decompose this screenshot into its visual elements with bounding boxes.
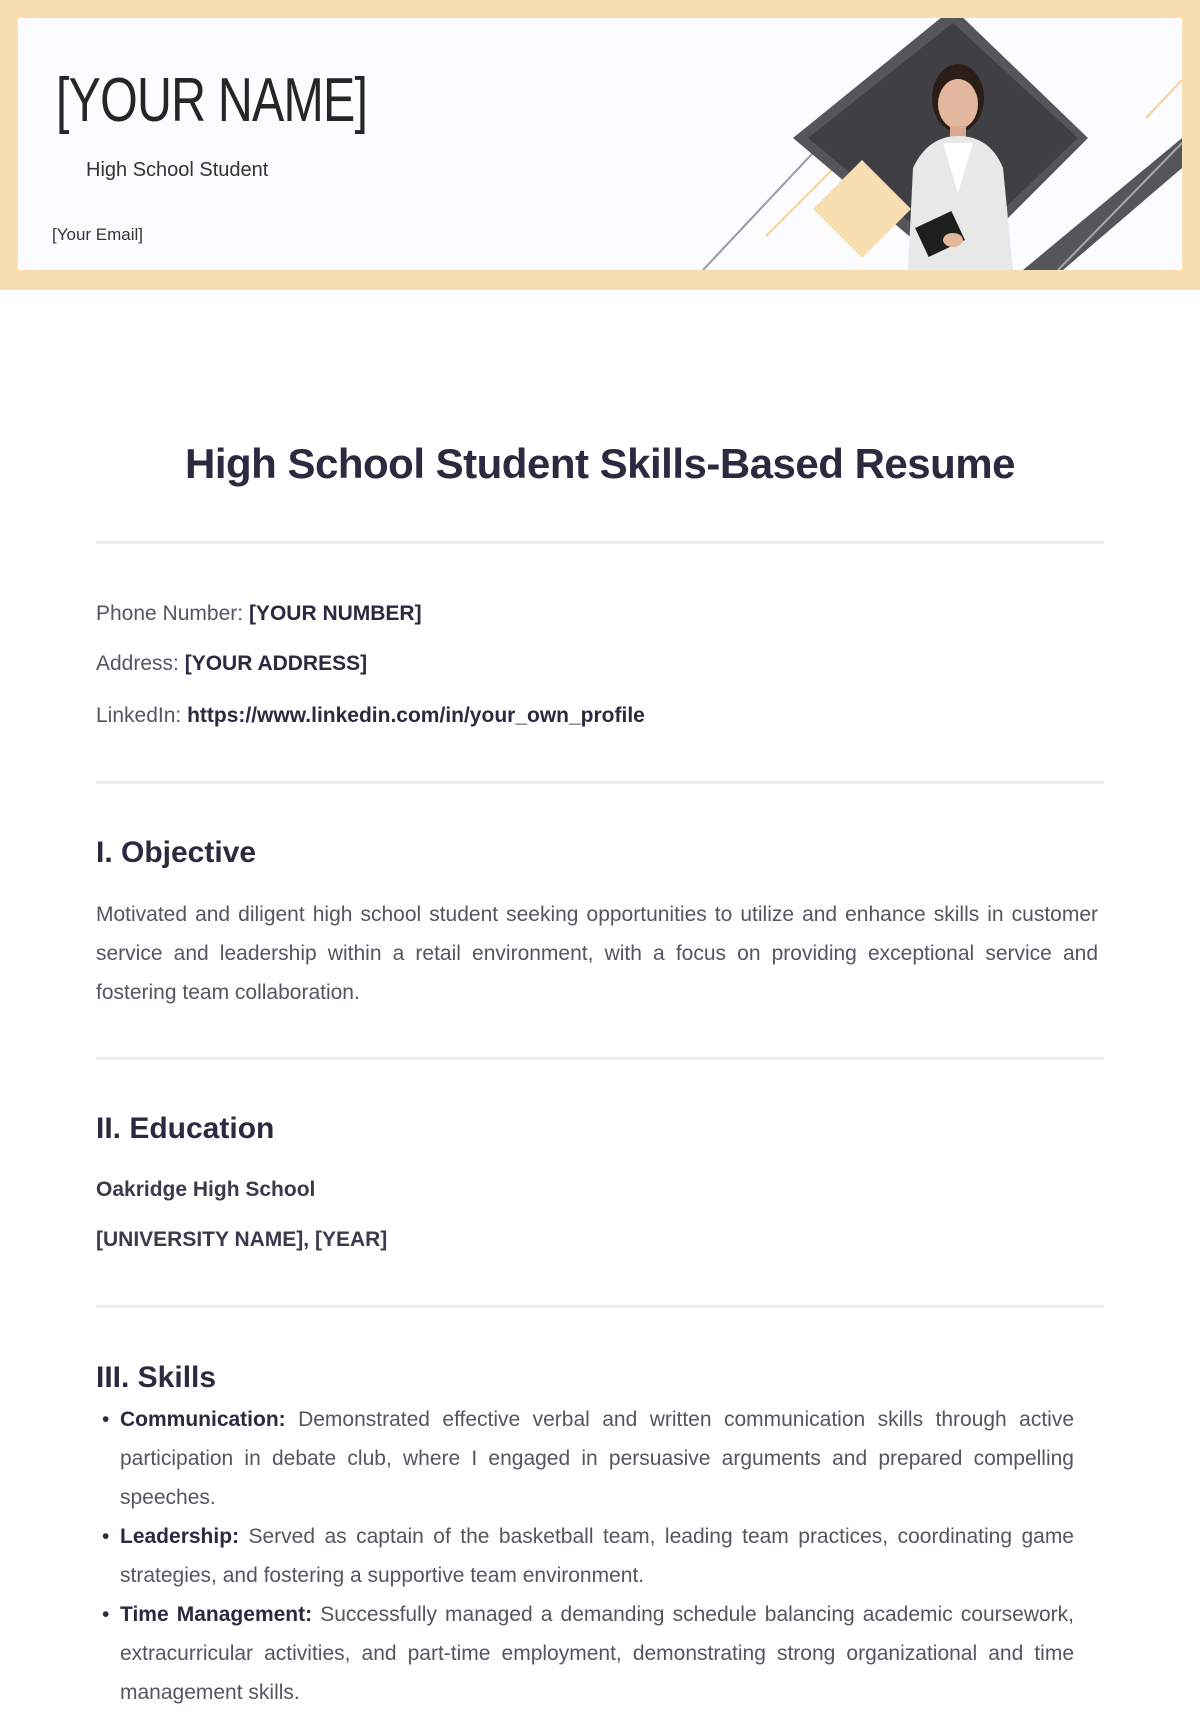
skill-item (96, 1400, 1074, 1517)
header-decoration (18, 18, 1182, 270)
contact-address (96, 652, 367, 676)
skill-name: Time Management: (120, 1603, 313, 1626)
header-panel (18, 18, 1182, 270)
document-title: High School Student Skills-Based Resume (185, 440, 1015, 487)
linkedin-link[interactable]: https://www.linkedin.com/in/your_own_profile (187, 704, 645, 727)
skill-name: Communication: (120, 1408, 286, 1431)
contact-label: Address: (96, 652, 179, 675)
contact-value: [YOUR NUMBER] (248, 602, 422, 625)
divider (96, 541, 1104, 544)
skill-description: Successfully managed a demanding schedule balancing academic coursework, extracurricular activities, and part-time employment, demonstrating strong organizational and time management skills. (120, 1603, 1074, 1704)
skills-list (96, 1400, 1074, 1712)
skill-item (96, 1595, 1074, 1712)
section-heading-objective: I. Objective (96, 836, 257, 869)
section-heading-skills: III. Skills (96, 1361, 217, 1394)
resume-header (0, 0, 1200, 290)
contact-label: Phone Number: (96, 602, 244, 625)
education-detail: [UNIVERSITY NAME], [YEAR] (96, 1228, 388, 1251)
skill-description: Served as captain of the basketball team, leading team practices, coordinating game strategies, and fostering a supportive team environment. (120, 1525, 1074, 1587)
skill-name: Leadership: (120, 1525, 240, 1548)
section-heading-education: II. Education (96, 1112, 275, 1145)
divider (96, 1057, 1104, 1060)
applicant-role: High School Student (86, 159, 269, 181)
applicant-email: [Your Email] (52, 225, 144, 244)
contact-linkedin (96, 704, 645, 728)
skill-item (96, 1517, 1074, 1595)
divider (96, 781, 1104, 784)
objective-text: Motivated and diligent high school student seeking opportunities to utilize and enhance skills in customer service and leadership within a retail environment, with a focus on providing exceptional service and fostering team collaboration. (96, 903, 1098, 1004)
skill-description: Demonstrated effective verbal and written communication skills through active participation in debate club, where I engaged in persuasive arguments and prepared compelling speeches. (120, 1408, 1074, 1509)
applicant-name: [YOUR NAME] (56, 66, 368, 135)
divider (96, 1305, 1104, 1308)
education-school: Oakridge High School (96, 1178, 316, 1201)
contact-phone (96, 602, 422, 626)
contact-value: [YOUR ADDRESS] (184, 652, 368, 675)
contact-label: LinkedIn: (96, 704, 182, 727)
